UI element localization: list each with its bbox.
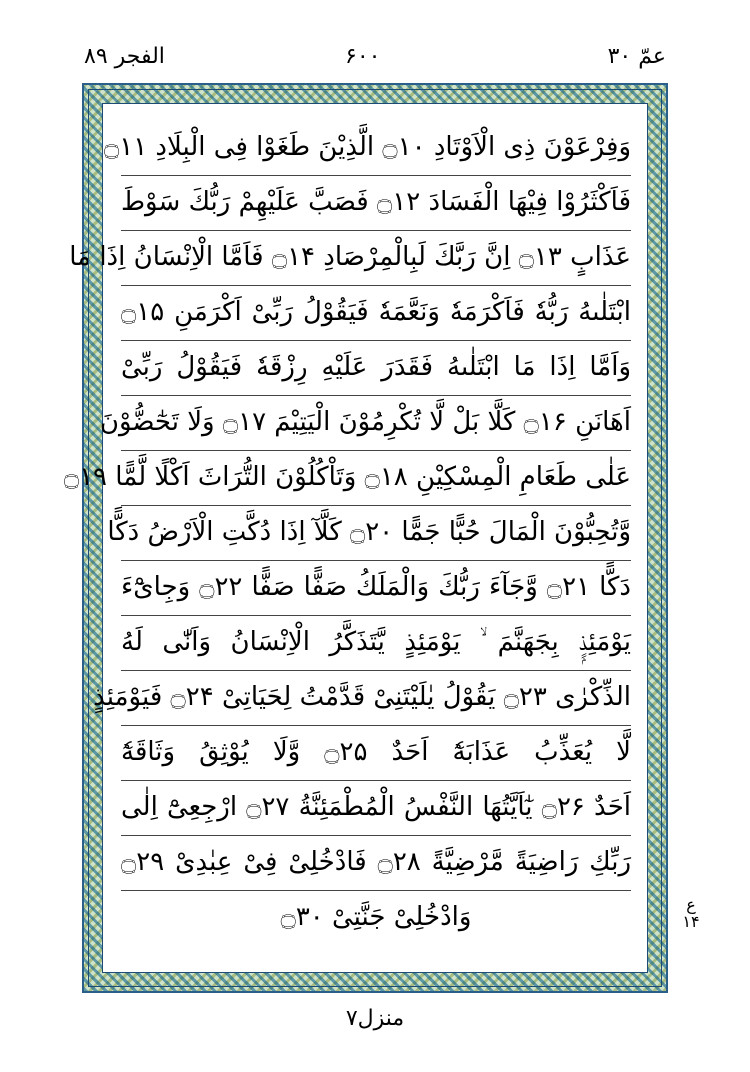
verse-line-3: عَذَابٍ ۝۱۳ اِنَّ رَبَّكَ لَبِالْمِرْصَادِ ۝۱۴ فَاَمَّا الْاِنْسَانُ اِذَا مَا	[121, 230, 631, 286]
verse-line-2: فَاَكْثَرُوْا فِيْهَا الْفَسَادَ ۝۱۲ فَصَبَّ عَلَيْهِمْ رَبُّكَ سَوْطَ	[121, 175, 631, 231]
ruku-marker	[680, 896, 702, 930]
juz-label: عمّ ۳۰	[607, 44, 666, 69]
verse-line-12: لَّا يُعَذِّبُ عَذَابَهٗٓ اَحَدٌ ۝۲۵ وَّلَا يُوْثِقُ وَثَاقَهٗٓ	[121, 725, 631, 781]
page-number: ۶۰۰	[345, 44, 381, 69]
verse-line-9: دَكًّا ۝۲۱ وَّجَآءَ رَبُّكَ وَالْمَلَكُ صَفًّا صَفًّا ۝۲۲ وَجِایْٓءَ	[121, 560, 631, 616]
verse-line-15: وَادْخُلِىْ جَنَّتِىْ ۝۳۰	[280, 902, 472, 932]
verse-line-4: ابْتَلٰىهُ رَبُّهٗ فَاَكْرَمَهٗ وَنَعَّمَهٗ فَيَقُوْلُ رَبِّىْ اَكْرَمَنِ ۝۱۵	[121, 285, 631, 341]
manzil-label: منزل۷	[345, 1006, 405, 1031]
verse-line-13: اَحَدٌ ۝۲۶ يٰٓاَيَّتُهَا النَّفْسُ الْمُطْمَئِنَّةُ ۝۲۷ ارْجِعِىْٓ اِلٰى	[121, 780, 631, 836]
verse-line-7: عَلٰى طَعَامِ الْمِسْكِيْنِ ۝۱۸ وَتَاْكُلُوْنَ التُّرَاثَ اَكْلًا لَّمًّا ۝۱۹	[121, 450, 631, 506]
verse-line-11: الذِّكْرٰى ۝۲۳ يَقُوْلُ يٰلَيْتَنِىْ قَدَّمْتُ لِحَيَاتِىْ ۝۲۴ فَيَوْمَئِذٍ	[121, 670, 631, 726]
ornamental-border	[63, 83, 668, 993]
verse-line-5: وَاَمَّا اِذَا مَا ابْتَلٰىهُ فَقَدَرَ عَلَيْهِ رِزْقَهٗ فَيَقُوْلُ رَبِّىْ	[121, 340, 631, 396]
verse-line-10: يَوْمَئِذٍۭ بِجَهَنَّمَ ۙ يَوْمَئِذٍ يَّتَذَكَّرُ الْاِنْسَانُ وَاَنّٰى لَهُ	[121, 615, 631, 671]
verse-line-8: وَّتُحِبُّوْنَ الْمَالَ حُبًّا جَمًّا ۝۲۰ كَلَّآ اِذَا دُكَّتِ الْاَرْضُ دَكًّا	[121, 505, 631, 561]
text-panel	[63, 103, 648, 973]
ruku-number: ۱۴	[682, 912, 700, 931]
ruku-letter: ع	[686, 895, 696, 914]
verse-line-1: وَفِرْعَوْنَ ذِى الْاَوْتَادِ ۝۱۰ الَّذِيْنَ طَغَوْا فِى الْبِلَادِ ۝۱۱	[121, 120, 631, 176]
verse-line-6: اَهَانَنِ ۝۱۶ كَلَّا بَلْ لَّا تُكْرِمُوْنَ الْيَتِيْمَ ۝۱۷ وَلَا تَحٰٓضُّوْنَ	[121, 395, 631, 451]
surah-label: الفجر ۸۹	[84, 44, 165, 69]
verse-line-14: رَبِّكِ رَاضِيَةً مَّرْضِيَّةً ۝۲۸ فَادْخُلِىْ فِىْ عِبٰدِىْ ۝۲۹	[121, 835, 631, 891]
